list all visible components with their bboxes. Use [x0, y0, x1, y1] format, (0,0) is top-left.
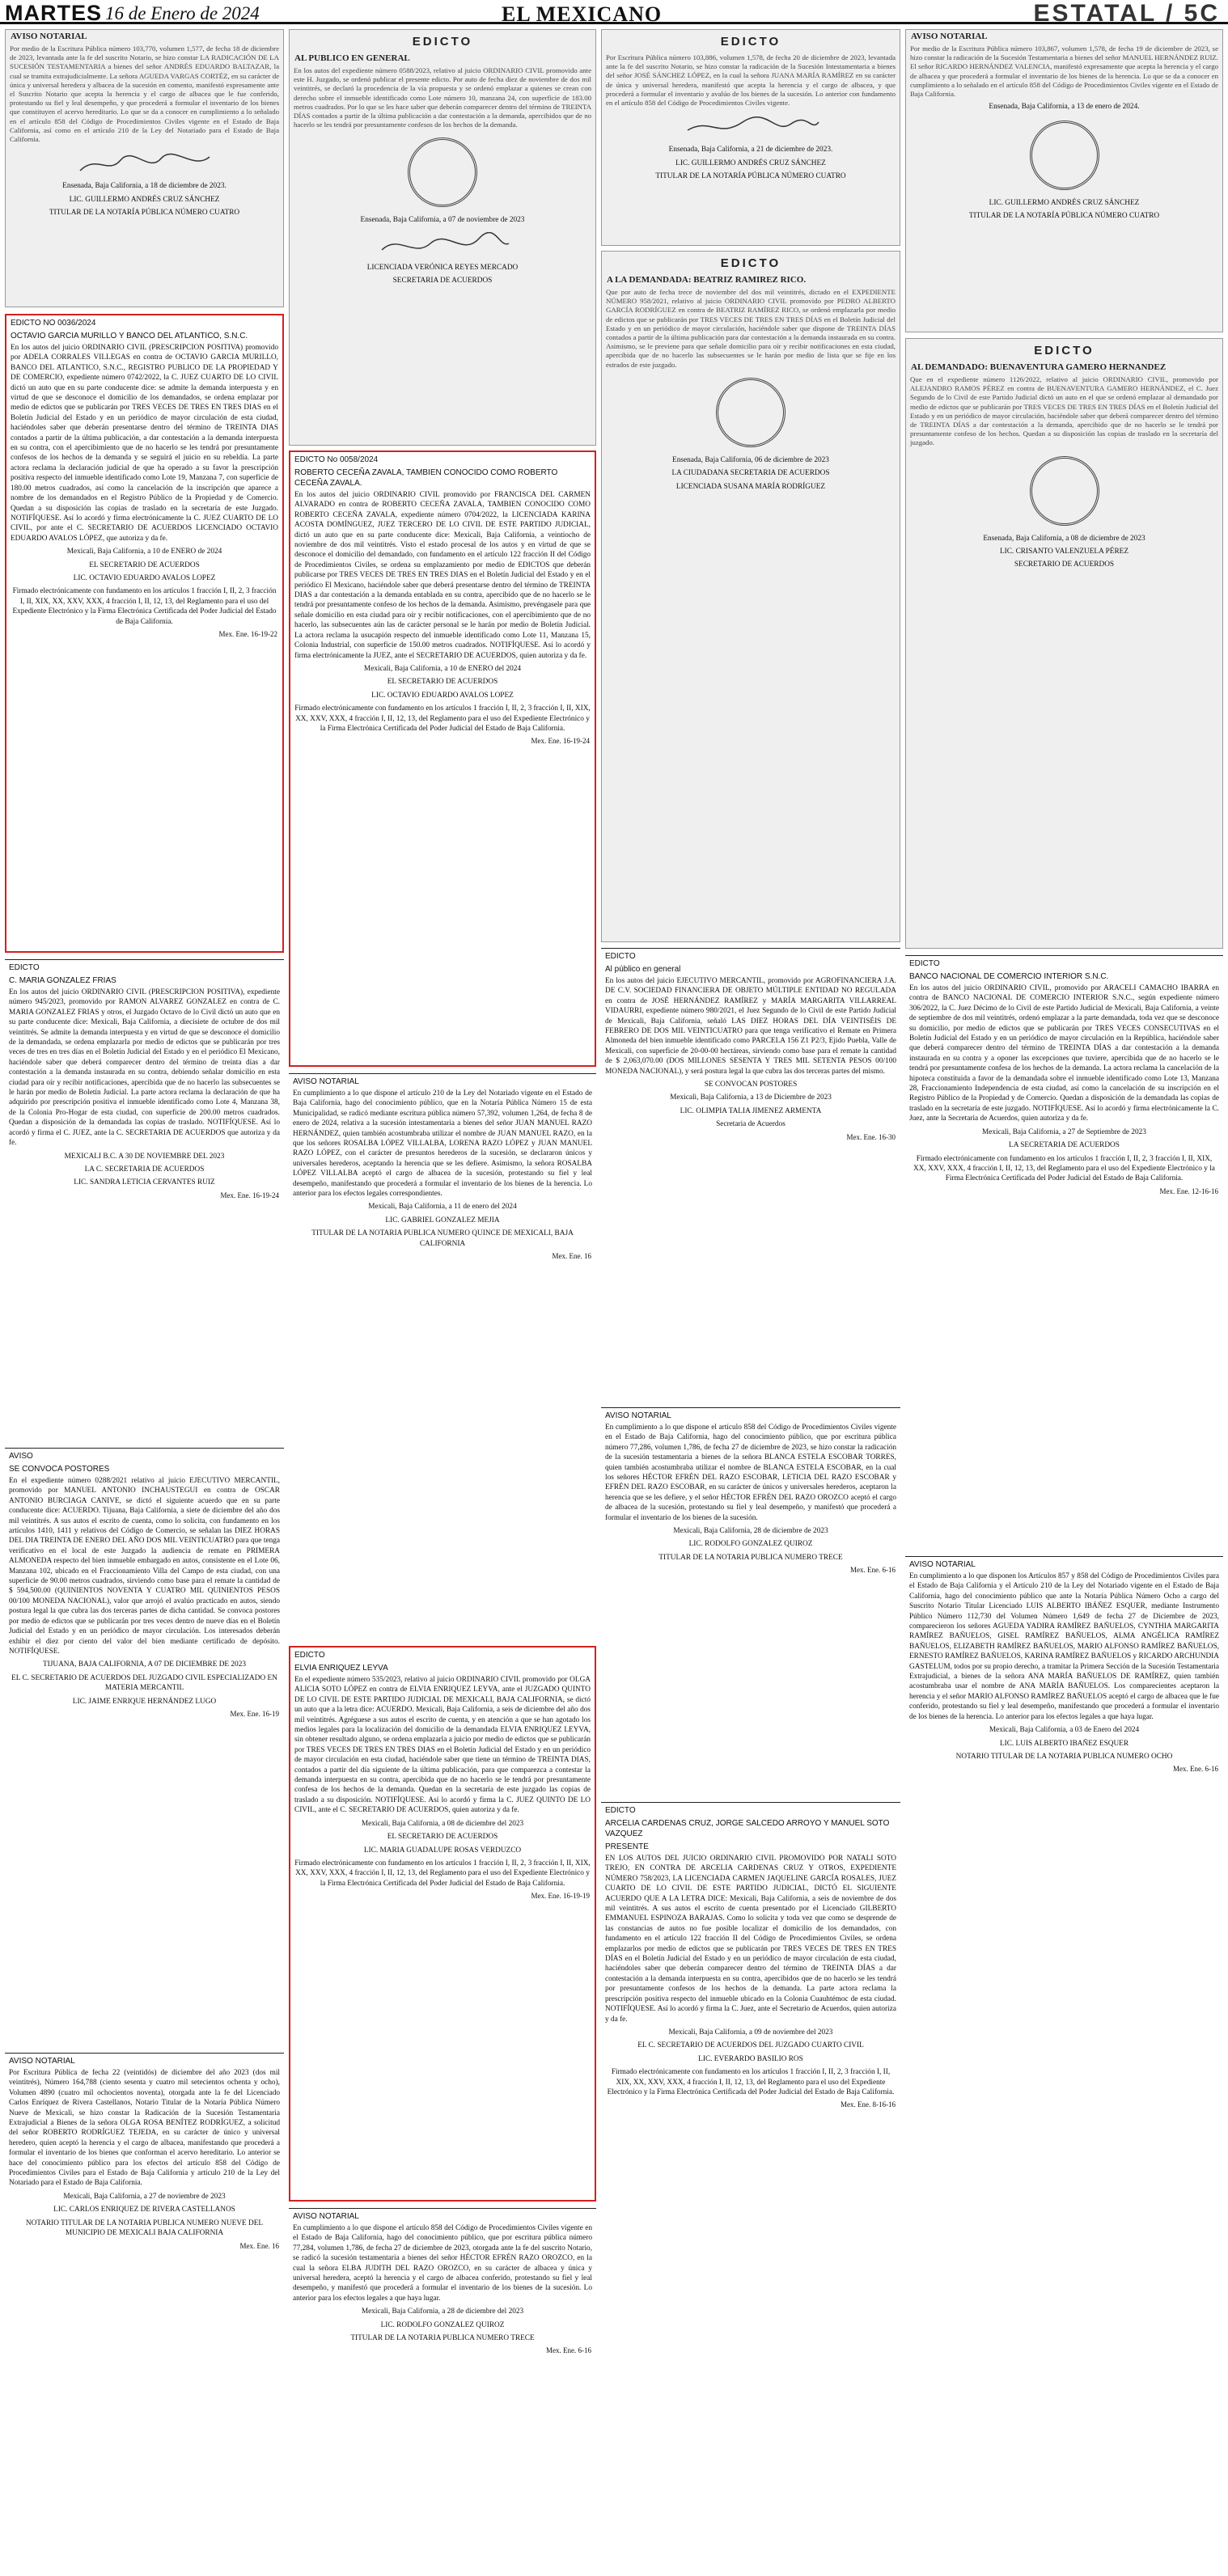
notice-signer-title: TITULAR DE LA NOTARÍA PÚBLICA NÚMERO CUATRO: [49, 209, 240, 218]
notice-place-date: MEXICALI B.C. A 30 DE NOVIEMBRE DEL 2023: [64, 1152, 225, 1161]
court-seal-image: [408, 137, 477, 207]
notice-signer: LIC. GUILLERMO ANDRÉS CRUZ SÁNCHEZ: [989, 198, 1140, 207]
publication-ref: Mex. Ene. 6-16: [850, 1566, 896, 1575]
notice-place-date: Mexicali, Baja California, 28 de diciembre de 2023: [673, 1527, 828, 1536]
notice-signer: LIC. LUIS ALBERTO IBAÑEZ ESQUER: [999, 1739, 1129, 1748]
notice-addressee: SE CONVOCA POSTORES: [9, 1465, 110, 1474]
scanned-edicto: [905, 338, 1223, 949]
notice-place-date: Mexicali, Baja California, a 09 de noviembre del 2023: [668, 2028, 833, 2037]
notice-place-date: Mexicali, Baja California, a 13 de Diciembre de 2023: [670, 1093, 832, 1102]
notice-place-date: Ensenada, Baja California, a 18 de diciembre de 2023.: [62, 182, 227, 191]
notice-signer: LIC. CRISANTO VALENZUELA PÉREZ: [999, 548, 1129, 556]
notice-title: EDICTO: [605, 952, 636, 961]
notice-title: EDICTO: [605, 1806, 636, 1815]
notice-place-date: Mexicali, Baja California, a 11 de enero del 2024: [368, 1203, 517, 1212]
notice-place-date: Mexicali, Baja California, a 08 de diciembre del 2023: [361, 1819, 524, 1828]
notice-body: En los autos del juicio ORDINARIO CIVIL, promovido por ARACELI CAMACHO IBARRA en contra de BANCO NACIONAL DE COMERCIO INTERIOR S.N.C., según expediente número 306/2022, la C. Juez Décimo de lo Civil de este Partido Judicial de Mexicali, Baja California, a veinte de septiembre de dos mil veintitrés, ordenó emplazar a la parte demandada, toda vez que se desconoce su domicilio, por medio de edictos que se publicarán por TRES VECES CONSECUTIVAS en el Boletín Judicial del Estado y en un periódico de mayor circulación en la República, haciéndole saber que deberá comparecer dentro del término de TREINTA DÍAS a dar contestación a la demanda instaurada en su contra y a oponer las excepciones que tuviere, apercibida que de no hacerlo se le tendrá por presuntamente confesa de los hechos de la demanda. La actora reclama la cancelación de la hipoteca constituida a favor de la demandada sobre el inmueble identificado como Lote 13, Manzana 28, Fraccionamiento Independencia de esta ciudad, así como la cancelación de su inscripción en el Registro Público de la Propiedad y de Comercio. Quedan a disposición de la demandada las copias de traslado en la secretaría de este juzgado. NOTIFÍQUESE. Así lo acordó y firma electrónicamente la C. Juez, ante la Secretaria de Acuerdos, quien autoriza y da fe.: [909, 984, 1219, 1123]
notice-signer: LIC. GUILLERMO ANDRÉS CRUZ SÁNCHEZ: [69, 195, 220, 204]
notice-signer-title: SECRETARIO DE ACUERDOS: [1014, 560, 1115, 569]
notice-signer: LIC. GUILLERMO ANDRÉS CRUZ SÁNCHEZ: [675, 159, 826, 167]
notice-signer-title: TITULAR DE LA NOTARIA PUBLICA NUMERO TRECE: [350, 2334, 535, 2343]
notice-signer-title: LA SECRETARIA DE ACUERDOS: [1009, 1141, 1120, 1150]
notice-title: AVISO: [9, 1452, 33, 1461]
publication-ref: Mex. Ene. 16-19-19: [531, 1892, 590, 1901]
notice-signer-title: SECRETARIA DE ACUERDOS: [392, 277, 493, 286]
notice-place-date: Ensenada, Baja California, a 21 de diciembre de 2023.: [668, 146, 833, 154]
notice-addressee: BANCO NACIONAL DE COMERCIO INTERIOR S.N.C.: [909, 972, 1109, 981]
notice-body: EN LOS AUTOS DEL JUICIO ORDINARIO CIVIL PROMOVIDO POR NATALI SOTO TREJO, EN CONTRA DE ARCELIA CARDENAS CRUZ Y OTROS, EXPEDIENTE NÚMERO 758/2023, LA LICENCIADA CARMEN JAQUELINE GARCÍA ROSALES, JUEZ CUARTO DE LO CIVIL DE ESTE PARTIDO JUDICIAL, DICTÓ EL SIGUIENTE ACUERDO QUE A LA LETRA DICE: Mexicali, Baja California, a seis de noviembre de dos mil veintitrés. A sus autos el escrito de cuenta presentado por el Licenciado GILBERTO EMMANUEL ESPINOZA BARAJAS. Como lo solicita y toda vez que como se desprende de las constancias de autos no fue posible localizar el domicilio de los demandados, con fundamento en el artículo 122 fracción II del Código de Procedimientos Civiles, se ordena emplazarlos por medio de edictos que se publicarán por TRES VECES DE TRES EN TRES DÍAS en el Boletín Judicial del Estado y en un periódico de mayor circulación de esta ciudad, haciéndoles saber que deberán comparecer dentro del término de TREINTA DÍAS a dar contestación a la demanda interpuesta en su contra, apercibidos que de no hacerlo se les tendrá por presuntamente confesos de los hechos de la demanda. La parte actora reclama la prescripción positiva respecto del inmueble ubicado en la Colonia Cuauhtémoc de esta ciudad. NOTIFÍQUESE. Así lo acordó y firma la C. Juez, ante el Secretario de Acuerdos, quien autoriza y da fe.: [605, 1855, 896, 2024]
notice-place-date: Mexicali, Baja California, a 03 de Enero del 2024: [989, 1726, 1140, 1735]
notice-body: En el expediente número 0288/2021 relativo al juicio EJECUTIVO MERCANTIL, promovido por MANUEL ANTONIO INCHAUSTEGUI en contra de OSCAR ANTONIO BURCIAGA CANIVE, se dictó el siguiente acuerdo que en su parte conducente dice: ACUERDO. Tijuana, Baja California, a siete de diciembre del año dos mil veintitrés. A sus autos el escrito de cuenta, como lo solicita, con fundamento en los artículos 1410, 1411 y relativos del Código de Comercio, se señalan las DIEZ HORAS DEL DIA TREINTA DE ENERO DEL AÑO DOS MIL VEINTICUATRO para que tenga verificativo en el local de este Juzgado la audiencia de remate en PRIMERA ALMONEDA respecto del bien inmueble embargado en autos, consistente en el Lote 06, Manzana 102, ubicado en el Fraccionamiento Villa del Campo de esta ciudad, con una superficie de 90.00 metros cuadrados, sirviendo como base para el remate la cantidad de $ 594,500.00 (QUINIENTOS NOVENTA Y CUATRO MIL QUINIENTOS PESOS 00/100 MONEDA NACIONAL), valor que arrojó el avalúo practicado en autos, siendo postura legal la que cubra las dos terceras partes de dicha cantidad. Se convoca postores por medio de edictos que se publicarán por tres veces dentro de nueve días en el Boletín Judicial del Estado y en un periódico de mayor circulación. Los interesados deberán exhibir el diez por ciento del valor del bien mediante certificado de depósito. NOTIFÍQUESE.: [9, 1477, 280, 1656]
notice-title: EDICTO: [9, 963, 40, 972]
notice-addressee: Al público en general: [605, 965, 681, 974]
notice-signer-title: NOTARIO TITULAR DE LA NOTARIA PUBLICA NUMERO NUEVE DEL MUNICIPIO DE MEXICALI BAJA CALIFORNIA: [25, 2219, 264, 2238]
notice-title: AVISO NOTARIAL: [293, 2212, 359, 2221]
publication-ref: Mex. Ene. 12-16-16: [1159, 1186, 1218, 1195]
notice-addressee: ARCELIA CARDENAS CRUZ, JORGE SALCEDO ARROYO Y MANUEL SOTO VAZQUEZ: [605, 1819, 890, 1838]
notice-signer: LIC. CARLOS ENRIQUEZ DE RIVERA CASTELLANOS: [53, 2206, 235, 2214]
notice-signer-title: LA C. SECRETARIA DE ACUERDOS: [84, 1165, 205, 1174]
notice-signer: LIC. RODOLFO GONZALEZ QUIROZ: [688, 1540, 813, 1549]
notice-signer-title: EL SECRETARIO DE ACUERDOS: [387, 1833, 498, 1842]
notice-signer: LICENCIADA SUSANA MARÍA RODRÍGUEZ: [675, 482, 826, 491]
notice-title: EDICTO: [1034, 344, 1095, 357]
notice-body: En cumplimiento a lo que dispone el artículo 858 del Código de Procedimientos Civiles vigente en el Estado de Baja California, hago del conocimiento público, que por escritura pública número 77,284, volumen 1,786, de fecha 27 de diciembre de 2023, otorgada ante la fe del suscrito Notario, se radicó la sucesión testamentaria a bienes del señor HÉCTOR EFRÉN RAZO OROZCO, en la cual la señora ELBA JUDITH DEL RAZO OROZCO, en su carácter de albacea y única y universal heredera, aceptó la herencia y el cargo de albacea conferido, protestando su fiel y leal desempeño, y manifestó que procederá a formular el inventario de los bienes de la sucesión. Lo anterior para los efectos legales a que haya lugar.: [293, 2224, 592, 2303]
notice-title: EDICTO: [294, 1651, 325, 1660]
notice-place-date: Mexicali, Baja California, a 28 de diciembre del 2023: [361, 2307, 524, 2316]
notice-body: En los autos del juicio EJECUTIVO MERCANTIL, promovido por AGROFINANCIERA J.A. DE C.V. SOCIEDAD FINANCIERA DE OBJETO MÚLTIPLE ENTIDAD NO REGULADA en contra de JOSÉ HERNÁNDEZ RAMÍREZ y MARÍA MARGARITA VILLARREAL VIDAURRI, expediente número 980/2021, el Juez Segundo de lo Civil de este Partido Judicial de Mexicali, Baja California, señaló LAS DIEZ HORAS DEL DÍA VEINTISÉIS DE FEBRERO DE DOS MIL VEINTICUATRO para que tenga verificativo el Remate en Primera Almoneda del bien inmueble identificado como PARCELA 156 Z1 P2/3, Ejido Puebla, Valle de Mexicali, con superficie de 20-00-00 hectáreas, sirviendo como base para el remate la cantidad de $ 2,063,070.00 (DOS MILLONES SESENTA Y TRES MIL SETENTA PESOS 00/100 MONEDA NACIONAL), y será postura legal la que cubra las dos terceras partes del mismo.: [605, 977, 896, 1076]
electronic-signature-note: Firmado electrónicamente con fundamento en los artículos 1 fracción I, II, 2, 3 fracción I, II, XIX, XX, XXV, XXX, 4 fracción I, II, 12, 13, del Reglamento para el uso del Expediente Electrónico y la Firma Electrónica Certificada del Poder Judicial del Estado de Baja California.: [294, 1859, 591, 1888]
notice-addressee: ROBERTO CECEÑA ZAVALA, TAMBIEN CONOCIDO COMO ROBERTO CECEÑA ZAVALA.: [294, 468, 558, 488]
notice-place-date: Mexicali, Baja California, a 10 de ENERO del 2024: [363, 664, 522, 673]
notice-body: En los autos del juicio ORDINARIO CIVIL (PRESCRIPCION POSITIVA) promovido por ADELA CORRALES VILLEGAS en contra de OCTAVIO GARCIA MURILLO, BANCO DEL ATLANTICO, S.N.C., REGISTRO PUBLICO DE LA PROPIEDAD Y DE COMERCIO, expediente número 0742/2022, la C. JUEZ CUARTO DE LO CIVIL dictó un auto que en su parte conducente dice: se admite la demanda interpuesta y en virtud de que se desconoce el domicilio de los demandados, se ordena emplazar por medio de edictos que se publicarán por TRES VECES DE TRES EN TRES DIAS en el Boletín Judicial del Estado y en un periódico de mayor circulación de esta ciudad, haciéndoles saber que deberán presentarse dentro del término de TREINTA DIAS contados a partir de la última publicación, a dar contestación a la demanda interpuesta en su contra, con el apercibimiento que de no hacerlo se les tendrá por presuntamente confesos de los hechos de la demanda y se seguirá el juicio en su rebeldía. La parte actora reclama la declaración judicial de que ha operado a su favor la prescripción positiva respecto del inmueble identificado como Lote 19, Manzana 7, con superficie de 180.00 metros cuadrados, así como la cancelación de la inscripción que aparece a nombre de los demandados en el Registro Público de la Propiedad y de Comercio. Quedan a su disposición las copias de traslado en la secretaría de este Juzgado. NOTIFÍQUESE. Así lo acordó y firma electrónicamente la C. JUEZ CUARTO DE LO CIVIL, por ante el C. SECRETARIO DE ACUERDOS LICENCIADO OCTAVIO EDUARDO AVALOS LÓPEZ, que autoriza y da fe.: [11, 344, 278, 543]
notice-signer-title: EL C. SECRETARIO DE ACUERDOS DEL JUZGADO CUARTO CIVIL: [637, 2041, 864, 2050]
notice-body: En cumplimiento a lo que dispone el artículo 210 de la Ley del Notariado vigente en el Estado de Baja California, hago del conocimiento público, que en la Notaría Pública Número 15 de esta Municipalidad, se radicó mediante escritura pública número 57,392, volumen 1,264, de fecha 8 de enero de 2024, relativa a la sucesión intestamentaria a bienes del señor JUAN MANUEL RAZO HERNÁNDEZ, quien también acostumbraba utilizar el nombre de JUAN MANUEL RAZO, en la que los señores ROSALBA LÓPEZ VILLALBA, LORENA RAZO LÓPEZ y JUAN MANUEL RAZO LÓPEZ, con el carácter de presuntos herederos de la sucesión, se declararon únicos y universales herederos, aceptando la herencia que se les defiere. Asimismo, la señora ROSALBA LÓPEZ VILLALBA aceptó el cargo de albacea de la sucesión, protestando su fiel y leal desempeño, manifestando que procederá a formular el inventario de los bienes de la herencia. Lo anterior para los efectos legales correspondientes.: [293, 1089, 592, 1199]
newspaper-name: EL MEXICANO: [502, 2, 663, 26]
notice-signer: LIC. OCTAVIO EDUARDO AVALOS LOPEZ: [371, 691, 514, 700]
notice-body: Por medio de la Escritura Pública número 103,867, volumen 1,578, de fecha 19 de diciembre de 2023, se hizo constar la radicación de la Sucesión Testamentaria a bienes del señor MANUEL HERNÁNDEZ RUIZ. El señor RICARDO HERNÁNDEZ VALENCIA, manifestó expresamente que acepta la herencia y el cargo de albacea y que procederá a formular el inventario de los bienes de la herencia. Lo que se da a conocer en cumplimiento a lo señalado en el artículo 858 del Código de Procedimientos Civiles vigente en el Estado de Baja California.: [910, 44, 1218, 99]
notice-header: AVISO NOTARIAL: [11, 32, 87, 41]
notice-addressee: AL DEMANDADO: BUENAVENTURA GAMERO HERNANDEZ: [911, 362, 1167, 372]
scanned-edicto: [601, 29, 900, 246]
notice-place-date: TIJUANA, BAJA CALIFORNIA, A 07 DE DICIEMBRE DE 2023: [42, 1660, 247, 1669]
notice-addressee-presente: PRESENTE: [605, 1842, 649, 1851]
notice-signer: LIC. EVERARDO BASILIO ROS: [698, 2054, 803, 2063]
notice-title: AVISO NOTARIAL: [9, 2057, 75, 2066]
scanned-edicto: [289, 29, 596, 446]
notice-title: AVISO NOTARIAL: [605, 1411, 671, 1420]
notice-title: AVISO NOTARIAL: [293, 1077, 359, 1086]
notice-place-date: Ensenada, Baja California, a 13 de enero de 2024.: [989, 103, 1140, 112]
electronic-signature-note: Firmado electrónicamente con fundamento en los artículos 1 fracción I, II, 2, 3 fracción I, II, XIX, XX, XXV, XXX, 4 fracción I, II, 12, 13, del Reglamento para el uso del Expediente Electrónico y la Firma Electrónica Certificada del Poder Judicial del Estado de Baja California.: [607, 2068, 895, 2096]
notice-addressee: OCTAVIO GARCIA MURILLO Y BANCO DEL ATLANTICO, S.N.C.: [11, 332, 248, 341]
notice-signer-title: TITULAR DE LA NOTARÍA PÚBLICA NÚMERO CUATRO: [968, 212, 1160, 221]
notice-signer-title: EL C. SECRETARIO DE ACUERDOS DEL JUZGADO CIVIL ESPECIALIZADO EN MATERIA MERCANTIL: [11, 1673, 277, 1693]
scanned-aviso-notarial: [5, 29, 284, 307]
court-seal-image: [716, 378, 785, 447]
court-seal-image: [1030, 456, 1099, 526]
edicto-notice: [289, 450, 596, 1067]
notice-body: En cumplimiento a lo que disponen los Artículos 857 y 858 del Código de Procedimientos Civiles para el Estado de Baja California y el Artículo 210 de la Ley del Notariado vigente en el Estado de Baja California, hago del conocimiento público que ante la Notaría Pública Número Ocho a cargo del Suscrito Notario Titular Licenciado LUIS ALBERTO IBÁÑEZ ESQUER, mediante Instrumento Público Número 112,730 del Volumen Número 1,649 de fecha 27 de Diciembre de 2023, comparecieron los señores AGUEDA YADIRA RAMÍREZ BAÑUELOS, CYNTHIA MARGARITA RAMÍREZ BAÑUELOS, GISEL RAMÍREZ BAÑUELOS, ALMA ANGÉLICA RAMÍREZ BAÑUELOS, ELIZABETH RAMÍREZ BAÑUELOS, MARIO ALFONSO RAMÍREZ BAÑUELOS, ERNESTO RAMÍREZ BAÑUELOS, KARINA RAMÍREZ BAÑUELOS y RICARDO ARCHUNDIA GASTELUM, todos por su propio derecho, a tramitar la Primera Sección de la Sucesión Testamentaria Extrajudicial, a bienes de la señora ANA MARÍA BAÑUELOS DE RAMÍREZ, quien también acostumbraba usar el nombre de ANA MARÍA BAÑUELOS. Los comparecientes aceptaron la herencia y el señor MARIO ALFONSO RAMÍREZ BAÑUELOS aceptó el cargo de albacea que le fue conferido, protestando su fiel y leal desempeño, manifestando que procederá a formular el inventario de los bienes de la herencia. Lo anterior para los efectos legales a que haya lugar.: [909, 1572, 1219, 1721]
notice-number: EDICTO No 0058/2024: [294, 455, 379, 464]
publication-ref: Mex. Ene. 16-19-22: [218, 629, 277, 638]
edicto-notice: [289, 1646, 596, 2202]
notice-body: Que por auto de fecha trece de noviembre del dos mil veintitrés, dictado en el EXPEDIENTE NÚMERO 958/2021, relativo al juicio ORDINARIO CIVIL promovido por PEDRO ALBERTO GARCÍA RODRÍGUEZ en contra de BEATRIZ RAMÍREZ RICO, se ordenó emplazarla por medio de edictos que se publicarán por TRES VECES DE TRES EN TRES DÍAS en el Boletín Judicial del Estado y en un periódico de mayor circulación, haciéndole saber que dispone de TREINTA DÍAS contados a partir de la última publicación para dar contestación a la demanda instaurada en su contra. Asimismo, se le previene para que señale domicilio para oír y recibir notificaciones en esta ciudad, apercibida que de no hacerlo las subsecuentes se le harán por medio de lista que se fije en los estrados de este juzgado.: [606, 288, 896, 369]
notice-body: Que en el expediente número 1126/2022, relativo al juicio ORDINARIO CIVIL, promovido por ALEJANDRO RAMOS PÉREZ en contra de BUENAVENTURA GAMERO HERNÁNDEZ, el C. Juez Segundo de lo Civil de este Partido Judicial dictó un auto en el que se ordenó emplazar al demandado por medio de edictos que se publicarán por TRES VECES DE TRES EN TRES DÍAS en el Boletín Judicial del Estado y en un periódico de mayor circulación, haciéndole saber que deberá comparecer dentro del término de TREINTA DÍAS a dar contestación a la demanda, apercibido que de no hacerlo se le tendrá por presuntamente confeso de los hechos. Quedan a su disposición las copias de traslado en la secretaría del juzgado.: [910, 375, 1218, 447]
notice-body: Por medio de la Escritura Pública número 103,770, volumen 1,577, de fecha 18 de diciembre de 2023, levantada ante la fe del suscrito Notario, se hizo constar LA RADICACIÓN DE LA SUCESIÓN TESTAMENTARIA a bienes del señor ANDRÉS EDUARDO BALTAZAR, la cual se tramita extrajudicialmente. La señora AGUEDA VARGAS CORTÉZ, en su carácter de única y universal heredera y albacea de la sucesión en comento, manifestó expresamente ante el Suscrito Notario que acepta la herencia y el cargo de albacea que le fue conferido, protestando su fiel y leal desempeño, y que procederá a formular el inventario de los bienes que constituyen el acervo hereditario. Lo que se da a conocer en cumplimiento a lo señalado en el artículo 858 del Código de Procedimientos Civiles vigente en el Estado de Baja California, así como en el artículo 210 de la Ley del Notariado para el Estado de Baja California.: [10, 44, 279, 144]
publication-ref: Mex. Ene. 6-16: [546, 2346, 591, 2355]
notice-place-date: Mexicali, Baja California, a 27 de Septiembre de 2023: [982, 1127, 1146, 1136]
notice-signer: LIC. OCTAVIO EDUARDO AVALOS LOPEZ: [73, 573, 216, 582]
notice-title: EDICTO: [909, 959, 940, 968]
signature-image: [370, 232, 515, 260]
issue-date: 16 de Enero de 2024: [105, 3, 260, 23]
weekday: MARTES: [5, 1, 102, 25]
notice-signer: LIC. JAIME ENRIQUE HERNÁNDEZ LUGO: [72, 1697, 217, 1706]
section-page: ESTATAL / 5C: [1033, 0, 1220, 27]
signature-image: [72, 150, 218, 178]
notice-body: En el expediente número 535/2023, relativo al juicio ORDINARIO CIVIL promovido por OLGA ALICIA SOTO LÓPEZ en contra de ELVIA ENRIQUEZ LEYVA, ante el JUZGADO QUINTO DE LO CIVIL DE ESTE PARTIDO JUDICIAL DE MEXICALI, BAJA CALIFORNIA, se dictó un auto que a la letra dice: ACUERDO. Mexicali, Baja California, a seis de diciembre del año dos mil veintitrés. Agréguese a sus autos el escrito de cuenta, y en atención a que se han agotado los medios legales para la localización del domicilio de la demandada ELVIA ENRIQUEZ LEYVA, sin obtener resultado alguno, se ordena emplazarla a juicio por medio de edictos que se publicarán por TRES VECES DE TRES EN TRES DIAS en el Boletín Judicial del Estado y en un periódico de mayor circulación en esta ciudad, haciéndole saber que tiene un término de TREINTA DIAS, contados a partir del día siguiente de la última publicación, para que comparezca a contestar la demanda interpuesta en su contra, apercibida que de no hacerlo se le tendrá por presuntamente confesa de los hechos de la demanda. Quedan en la secretaría de este juzgado las copias de traslado a su disposición. NOTIFÍQUESE. Así lo acordó y firma la C. JUEZ QUINTO DE LO CIVIL, ante el C. SECRETARIO DE ACUERDOS, quien autoriza y da fe.: [294, 1676, 591, 1815]
aviso-notarial: [289, 1073, 596, 1639]
publication-ref: Mex. Ene. 16: [239, 2241, 279, 2250]
notice-header: AVISO NOTARIAL: [911, 32, 988, 41]
notice-signer-title: EL SECRETARIO DE ACUERDOS: [89, 560, 200, 569]
edicto-notice: [601, 948, 900, 1401]
notice-body: En los autos del juicio ORDINARIO CIVIL (PRESCRIPCION POSITIVA), expediente número 945/2023, promovido por RAMON ALVAREZ GONZALEZ en contra de C. MARIA GONZALEZ FRIAS y otros, el Juzgado Octavo de lo Civil dictó un auto que en su parte conducente dice: Mexicali, Baja California, a diecisiete de octubre de dos mil veintitrés. Se admite la demanda interpuesta y en virtud de que se desconoce el domicilio de la demandada, se ordena emplazarla por medio de edictos que se publicarán por tres veces de tres en tres días en el Boletín Judicial del Estado y en el periódico El Mexicano, haciéndole saber que deberá comparecer dentro del término de treinta días a dar contestación a la demanda instaurada en su contra, debiendo señalar domicilio en esta ciudad para oír y recibir notificaciones, apercibida que de no hacerlo las subsecuentes se le harán por medio de Boletín Judicial. La parte actora reclama la declaración de que ha adquirido por prescripción positiva el inmueble identificado como Lote 4, Manzana 38, de la Colonia Pro-Hogar de esta ciudad, con superficie de 200.00 metros cuadrados. Quedan a disposición de la demandada las copias de traslado. NOTIFÍQUESE. Así lo acordó y firma el C. JUEZ, ante la C. SECRETARIA DE ACUERDOS que autoriza y da fe.: [9, 988, 280, 1148]
notice-place-date: Ensenada, Baja California, a 08 de diciembre de 2023: [983, 534, 1145, 543]
notice-place-date: Ensenada, Baja California, 06 de diciembre de 2023: [672, 455, 829, 464]
notice-number: EDICTO NO 0036/2024: [11, 319, 96, 328]
notice-body: Por Escritura Pública de fecha 22 (veintidós) de diciembre del año 2023 (dos mil veintitrés), Número 164,788 (ciento sesenta y cuatro mil setecientos ochenta y ocho), Volumen 4890 (cuatro mil ochocientos noventa), otorgada ante la fe del Licenciado Carlos Enríquez de Rivera Castellanos, Notario Titular de la Notaría Pública Número Nueve de Mexicali, se hizo constar la Radicación de la Sucesión Testamentaria Extrajudicial a Bienes de la señora OLGA ROSA BENÍTEZ RODRÍGUEZ, a solicitud del señor ROBERTO RODRÍGUEZ TEJEDA, en su carácter de único y universal heredero, quien aceptó la herencia y el cargo de albacea, manifestando que procederá a formular el inventario de los bienes que conforman el acervo hereditario. Lo anterior se hace del conocimiento público para los efectos del artículo 858 del Código de Procedimientos Civiles para el Estado de Baja California y artículo 210 de la Ley del Notariado para el Estado de Baja California.: [9, 2069, 280, 2188]
notice-place-date: Mexicali, Baja California, a 27 de noviembre de 2023: [63, 2192, 226, 2201]
publication-ref: Mex. Ene. 16-19-24: [531, 737, 590, 746]
aviso-notarial: [5, 2053, 284, 2570]
notice-addressee: A LA DEMANDADA: BEATRIZ RAMIREZ RICO.: [607, 275, 807, 285]
electronic-signature-note: Firmado electrónicamente con fundamento en los artículos 1 fracción I, II, 2, 3 fracción I, II, XIX, XX, XXV, XXX, 4 fracción I, II, 12, 13, del Reglamento para el uso del Expediente Electrónico y la Firma Electrónica Certificada del Poder Judicial del Estado de Baja California.: [913, 1154, 1215, 1183]
notice-body: En cumplimiento a lo que dispone el artículo 858 del Código de Procedimientos Civiles vigente en el Estado de Baja California, hago del conocimiento público, que por escritura pública número 77,286, volumen 1,786, de fecha 27 de diciembre de 2023, se hizo constar la radicación de la sucesión testamentaria a bienes de la señora BLANCA ESTELA ESCOBAR TORRES, quien también acostumbraba utilizar el nombre de BLANCA ESTELA ESCOBAR, en la cual los señores HÉCTOR EFRÉN DEL RAZO ESCOBAR, LETICIA DEL RAZO ESCOBAR y EFRÉN DEL RAZO ESCOBAR, en su carácter de únicos y universales herederos, aceptaron la herencia que se les defiere, y el señor HÉCTOR EFRÉN DEL RAZO OROZCO aceptó el cargo de albacea de la sucesión, protestando su fiel y leal desempeño, y manifestó que procederá a formular el inventario de los bienes de la sucesión.: [605, 1423, 896, 1522]
edicto-notice: [5, 959, 284, 1440]
notice-signer: LIC. SANDRA LETICIA CERVANTES RUIZ: [74, 1178, 215, 1187]
notice-signer: LIC. GABRIEL GONZALEZ MEJIA: [385, 1216, 500, 1225]
notice-body: En los autos del juicio ORDINARIO CIVIL promovido por FRANCISCA DEL CARMEN ALVARADO en contra de ROBERTO CECEÑA ZAVALA, TAMBIEN CONOCIDO COMO ROBERTO CECEÑA ZAVALA, expediente número 0704/2022, la LICENCIADA KARINA ACOSTA DOMÍNGUEZ, JUEZ TERCERO DE LO CIVIL DE ESTE PARTIDO JUDICIAL, dictó un auto que en su parte conducente dice: Mexicali, Baja California, a veintiocho de noviembre de dos mil veintitrés. Visto el estado procesal de los autos y en virtud de que se desconoce el domicilio del demandado, con fundamento en el artículo 122 fracción II del Código de Procedimientos Civiles, se ordena su emplazamiento por medio de EDICTOS que deberán publicarse por TRES VECES DE TRES EN TRES DIAS en el Boletín Judicial del Estado y en el periódico El Mexicano, haciéndole saber que deberá presentarse dentro del término de TREINTA DIAS a dar contestación a la demanda entablada en su contra, apercibido que de no hacerlo se le tendrá por presuntamente confeso de los hechos de la demanda. Asimismo, prevéngasele para que señale domicilio en esta ciudad para oír y recibir notificaciones, con el apercibimiento que de no hacerlo, las subsecuentes aún las de carácter personal se le harán por medio de Boletín Judicial. La actora reclama la usucapión respecto del inmueble identificado como Lote 11, Manzana 15, Colonia Industrial, con superficie de 150.00 metros cuadrados. NOTIFÍQUESE. Así lo acordó y firma electrónicamente la JUEZ, ante el SECRETARIO DE ACUERDOS, quien autoriza y da fe.: [294, 491, 591, 660]
aviso-notarial: [601, 1407, 900, 1796]
publication-ref: Mex. Ene. 16-19-24: [220, 1191, 279, 1199]
aviso-notice: [5, 1448, 284, 2046]
notice-signer-title: LA CIUDADANA SECRETARIA DE ACUERDOS: [671, 469, 830, 478]
notice-title: EDICTO: [720, 256, 781, 270]
publication-ref: Mex. Ene. 6-16: [1173, 1765, 1218, 1774]
notice-signer-title: TITULAR DE LA NOTARÍA PÚBLICA NÚMERO CUATRO: [655, 172, 846, 181]
electronic-signature-note: Firmado electrónicamente con fundamento en los artículos 1 fracción I, II, 2, 3 fracción I, II, XIX, XX, XXV, XXX, 4 fracción I, II, 12, 13, del Reglamento para el uso del Expediente Electrónico y la Firma Electrónica Certificada del Poder Judicial del Estado de Baja California.: [294, 704, 591, 733]
edicto-notice: [601, 1802, 900, 2570]
notice-title: EDICTO: [720, 35, 781, 49]
notice-addressee: ELVIA ENRIQUEZ LEYVA: [294, 1664, 388, 1673]
scanned-edicto: [601, 251, 900, 942]
scanned-aviso-notarial: [905, 29, 1223, 332]
notice-title: EDICTO: [412, 35, 473, 49]
notice-place-date: Ensenada, Baja California, a 07 de noviembre de 2023: [360, 216, 525, 225]
notice-signer: LIC. MARIA GUADALUPE ROSAS VERDUZCO: [363, 1846, 522, 1855]
notice-body: En los autos del expediente número 0588/2023, relativo al juicio ORDINARIO CIVIL promovido ante este H. Juzgado, se ordenó publicar el presente edicto. Por auto de fecha diez de noviembre de dos mil veintitrés, se declaró la procedencia de la vía propuesta y se ordenó emplazar a quienes se crean con derecho sobre el inmueble identificado como Lote número 10, manzana 24, con superficie de 183.00 metros cuadrados. Por lo que se les hace saber que deberán comparecer dentro del término de TREINTA DÍAS contados a partir de la última publicación a dar contestación a la demanda, apercibidos que de no hacerlo se les tendrá por presuntamente confesos de los hechos de la demanda.: [294, 66, 591, 129]
electronic-signature-note: Firmado electrónicamente con fundamento en los artículos 1 fracción I, II, 2, 3 fracción I, II, XIX, XX, XXV, XXX, 4 fracción I, II, 12, 13, del Reglamento para el uso del Expediente Electrónico y la Firma Electrónica Certificada del Poder Judicial del Estado de Baja California.: [12, 587, 277, 626]
notice-signer: LICENCIADA VERÓNICA REYES MERCADO: [366, 263, 519, 272]
publication-ref: Mex. Ene. 16-30: [846, 1132, 896, 1141]
notice-signer-title: NOTARIO TITULAR DE LA NOTARIA PUBLICA NUMERO OCHO: [955, 1752, 1173, 1761]
aviso-notarial: [905, 1556, 1223, 2570]
notary-seal-image: [1030, 121, 1099, 190]
notice-addressee: C. MARIA GONZALEZ FRIAS: [9, 976, 116, 985]
notice-addressee: AL PUBLICO EN GENERAL: [294, 53, 410, 63]
aviso-notarial: [289, 2208, 596, 2570]
notice-signer: LIC. RODOLFO GONZALEZ QUIROZ: [380, 2320, 505, 2329]
signature-image: [678, 114, 824, 142]
notice-signer-title: TITULAR DE LA NOTARIA PUBLICA NUMERO QUINCE DE MEXICALI, BAJA CALIFORNIA: [311, 1229, 574, 1248]
edicto-notice: [5, 314, 284, 953]
notice-title: AVISO NOTARIAL: [909, 1560, 976, 1569]
notice-signer-title: Secretaria de Acuerdos: [716, 1120, 785, 1129]
notice-signer: LIC. OLIMPIA TALIA JIMENEZ ARMENTA: [680, 1106, 822, 1115]
masthead: [0, 0, 1228, 27]
notice-call: SE CONVOCAN POSTORES: [704, 1081, 798, 1089]
notice-signer-title: EL SECRETARIO DE ACUERDOS: [387, 678, 498, 687]
notice-place-date: Mexicali, Baja California, a 10 de ENERO de 2024: [66, 548, 222, 556]
notice-signer-title: TITULAR DE LA NOTARIA PUBLICA NUMERO TRECE: [658, 1553, 843, 1562]
publication-ref: Mex. Ene. 16: [552, 1252, 591, 1261]
edicto-notice: [905, 955, 1223, 1550]
publication-ref: Mex. Ene. 8-16-16: [841, 2100, 896, 2109]
notice-body: Por Escritura Pública número 103,886, volumen 1,578, de fecha 20 de diciembre de 2023, levantada ante la fe del suscrito Notario, se hizo constar la radicación de la Sucesión Intestamentaria a bienes del señor JOSÉ SÁNCHEZ LÓPEZ, en la cual la señora JUANA MARÍA RAMÍREZ en su carácter de única y universal heredera, manifestó que acepta la herencia y el cargo de albacea, y que procederá a formular el inventario y avalúo de los bienes de la sucesión. Lo anterior con fundamento en el artículo 858 del Código de Procedimientos Civiles vigente.: [606, 53, 896, 108]
publication-ref: Mex. Ene. 16-19: [230, 1709, 279, 1718]
